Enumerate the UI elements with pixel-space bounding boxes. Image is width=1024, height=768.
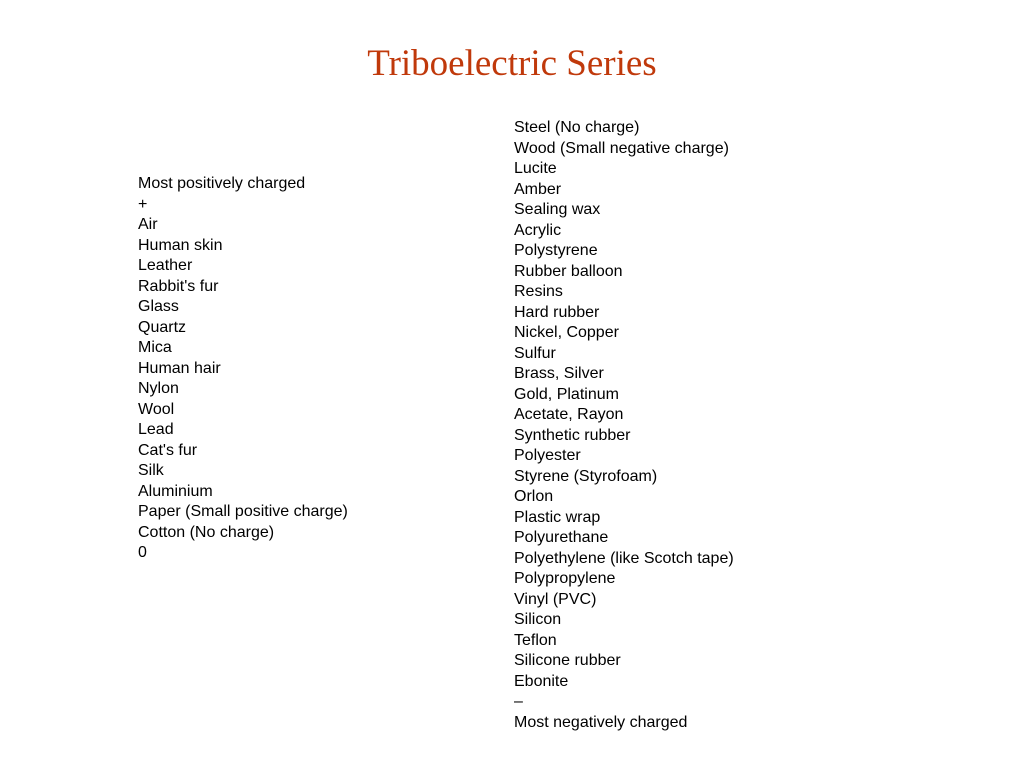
series-item: Ebonite (514, 672, 569, 690)
series-item: Air (138, 216, 158, 233)
series-item: Nylon (138, 380, 179, 397)
series-item: Wool (138, 400, 175, 418)
series-item: Wood (Small negative charge) (514, 139, 729, 157)
series-item: Rabbit's fur (138, 277, 219, 295)
series-item: Lucite (514, 160, 557, 177)
series-item: Gold, Platinum (514, 385, 619, 403)
series-item: Nickel, Copper (514, 324, 619, 341)
series-item: Cat's fur (138, 441, 198, 459)
series-item: Amber (514, 180, 562, 198)
series-item: Lead (138, 421, 174, 438)
series-item: Plastic wrap (514, 508, 601, 526)
series-item: Steel (No charge) (514, 119, 640, 136)
series-item: Orlon (514, 488, 554, 505)
series-item: Paper (Small positive charge) (138, 503, 348, 520)
series-item: Hard rubber (514, 303, 600, 321)
series-item: Most positively charged (138, 175, 306, 192)
series-item: Brass, Silver (514, 365, 604, 382)
series-item: Silk (138, 462, 164, 479)
series-item: Acrylic (514, 221, 562, 239)
series-item: Polystyrene (514, 242, 598, 259)
series-item: Polyurethane (514, 529, 609, 546)
series-item: Vinyl (PVC) (514, 590, 597, 608)
series-item: Sulfur (514, 344, 556, 362)
series-item: + (138, 195, 148, 213)
series-item: Quartz (138, 318, 187, 336)
series-item: Aluminium (138, 482, 213, 500)
series-item: Silicone rubber (514, 652, 621, 669)
series-item: Glass (138, 298, 179, 315)
series-item: Styrene (Styrofoam) (514, 467, 658, 485)
series-item: Polypropylene (514, 570, 616, 587)
series-item: Silicon (514, 611, 562, 628)
series-item: Polyester (514, 447, 581, 464)
series-item: Most negatively charged (514, 713, 688, 731)
slide-title: Triboelectric Series (367, 43, 657, 84)
series-item: Polyethylene (like Scotch tape) (514, 549, 734, 567)
series-item: Synthetic rubber (514, 426, 631, 444)
series-item: Cotton (No charge) (138, 523, 275, 541)
series-item: Sealing wax (514, 201, 601, 218)
series-item: Human skin (138, 236, 223, 254)
series-item: 0 (138, 544, 147, 561)
series-item: Leather (138, 257, 193, 274)
series-item: Rubber balloon (514, 262, 623, 280)
positive-series-list (138, 174, 348, 564)
series-item: Human hair (138, 359, 221, 377)
negative-series-list (514, 118, 734, 733)
series-item: Resins (514, 283, 563, 300)
series-item: – (514, 693, 523, 710)
series-item: Teflon (514, 631, 557, 649)
series-item: Mica (138, 339, 172, 356)
series-item: Acetate, Rayon (514, 406, 624, 423)
